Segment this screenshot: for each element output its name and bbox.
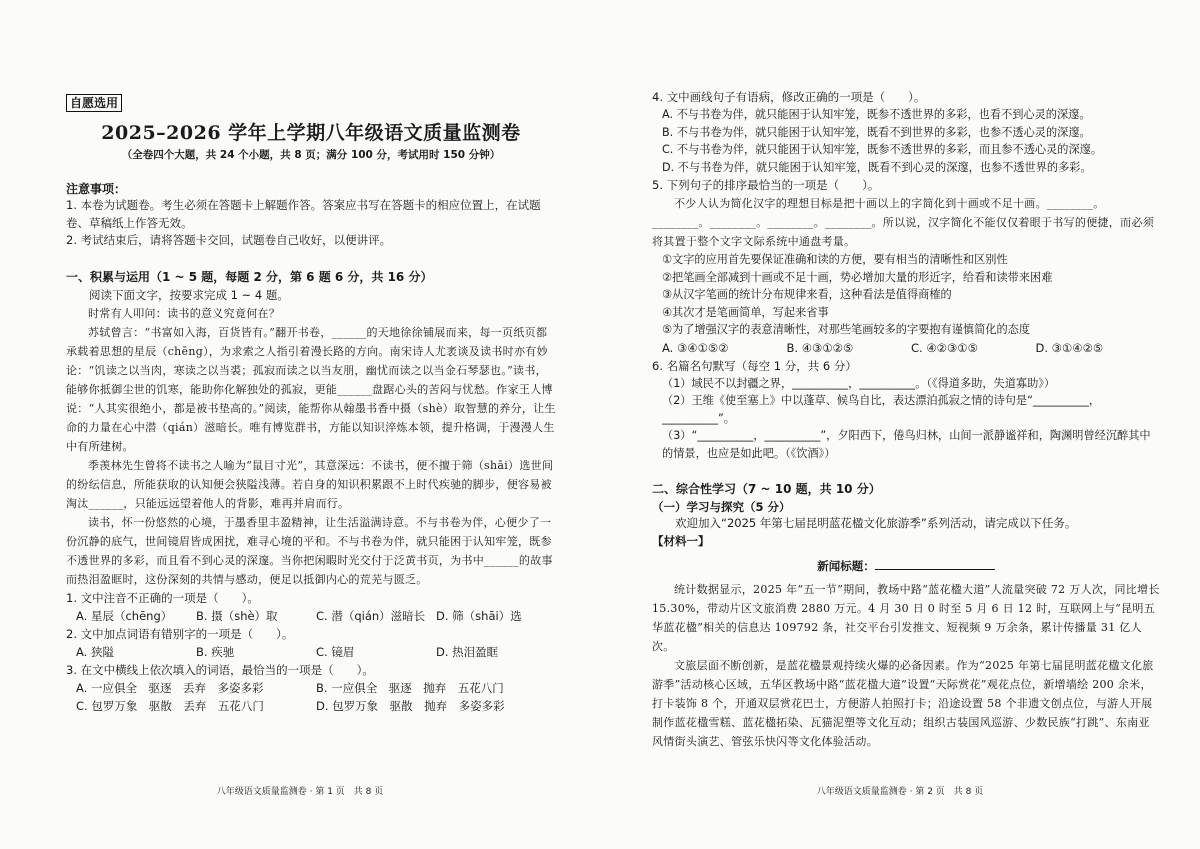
news-title-blank (875, 557, 995, 570)
exam-subtitle: （全卷四个大题，共 24 个小题，共 8 页；满分 100 分，考试用时 150 分钟） (121, 149, 501, 161)
question-5-text: 不少人认为简化汉字的理想目标是把十画以上的字简化到十画或不足十画。________。________。________。________。________。所以说，汉字简化不能仅仅着眼于书写的便捷，而必须将其置于整个文字文际系统中通盘考量。 (652, 197, 1154, 248)
option: C. 镜眉 (316, 645, 355, 659)
question-5: 5. 下列句子的排序最恰当的一项是（ ）。 (652, 178, 880, 192)
page-footer: 八年级语文质量监测卷 · 第 1 页 共 8 页 (216, 787, 384, 797)
sentence-item: ①文字的应用首先要保证准确和读的方便，要有相当的清晰性和区别性 (662, 253, 1008, 266)
question-2: 2. 文中加点词语有错别字的一项是（ ）。 (66, 627, 294, 641)
page-right (600, 0, 1200, 849)
recitation-item: （1）域民不以封疆之界，__________，__________。（《得道多助，失道寡助》） (662, 376, 1056, 390)
sentence-item: ③从汉字笔画的统计分布规律来看，这种看法是值得商榷的 (662, 288, 952, 301)
question-3-options-row (66, 697, 556, 715)
option: B. ④③①②⑤ (786, 340, 854, 355)
news-paragraph: 文旅层面不断创新，是蓝花楹景观持续火爆的必备因素。作为“2025 年第七届昆明蓝花楹文化旅游季”活动核心区域，五华区教场中路“蓝花楹大道”设置“天际赏花”观花点位，新增墙绘 200 余米，打卡装饰 8 个，开通双层赏花巴士，方便游人拍照打卡；沿途设置 58 个非遗文创点位，与游人开展制作蓝花楹雪糕、蓝花楹拓染、瓦猫泥塑等文化互动；组织古装国风巡游、少数民族“打跳”、东南亚风情街头演艺、管弦乐快闪等文化体验活动。 (652, 658, 1154, 748)
option: B. 摄（shè）取 (196, 609, 278, 623)
article-title: 时常有人叩问：读书的意义究竟何在？ (88, 307, 281, 320)
option: B. 一应俱全 驱逐 抛弃 五花八门 (316, 681, 504, 695)
question-5-options (652, 339, 1160, 357)
article-paragraph: 读书，怀一份悠然的心境，于墨香里丰盈精神，让生活溢满诗意。不与书卷为伴，心便少了一份沉静的底气，世间镜眉皆成困扰，难寻心境的平和。不与书卷为伴，就只能困于认知牢笼，既参不透世界的多彩，而且看不到心灵的深邃。当你把闲暇时光交付于泛黄书页，为书中______的故事而热泪盈眶时，这份深刻的共情与感动，便足以抵御内心的荒芜与匮乏。 (66, 516, 553, 586)
article-paragraph: 季羡林先生曾将不读书之人喻为“鼠目寸光”，其意深远：不读书，便不擅于筛（shāi）选世间的纷纭信息，所能获取的认知便会狭隘浅薄。若自身的知识积累跟不上时代疾驰的脚步，便容易被淘汰______，只能远远望着他人的背影，难再并肩而行。 (66, 459, 554, 510)
notes-heading: 注意事项： (66, 182, 127, 196)
question-3-options-row (66, 679, 556, 697)
question-1: 1. 文中注音不正确的一项是（ ）。 (66, 591, 259, 605)
option: C. 潜（qián）滋暗长 (316, 609, 426, 623)
option: C. ④②③①⑤ (911, 340, 978, 355)
article-paragraph: 苏轼曾言：“书富如入海，百货皆有。”翻开书卷，______的天地徐徐铺展而来，每一页纸页都承载着思想的星辰（chēng），为求索之人指引着漫长路的方向。南宋诗人尤袤谈及读书时亦有妙论：“饥读之以当肉，寒读之以当裘；孤寂而读之以当友朋，幽忧而读之以当金石琴瑟也。”读书，能够你抵御尘世的饥寒，能助你化解独处的孤寂，更能______盘踞心头的苦闷与忧愁。作家王人博说：“人其实很绝小，都是被书垫高的。”阅读，能帮你从翰墨书香中摄（shè）取智慧的养分，让生命的力量在心中潜（qián）滋暗长。唯有博览群书，方能以知识淬炼本领，提升格调，于漫漫人生中有所建树。 (66, 326, 556, 453)
sentence-item: ②把笔画全部减到十画或不足十画，势必增加大量的形近字，给看和读带来困难 (662, 270, 1053, 284)
question-1-options (66, 607, 556, 625)
news-title-label: 新闻标题： (817, 558, 875, 573)
news-paragraph: 统计数据显示，2025 年“五一节”期间，教场中路“蓝花楹大道”人流量突破 72 万人次，同比增长 15.30%，带动片区文旅消费 2880 万元。4 月 30 日 0 时至 5 月 6 日 12 时，互联网上与“昆明五华蓝花楹”相关的信息达 109792 条，社交平台引发推文、短视频 9 万余条，累计传播量 31 亿人次。 (652, 582, 1160, 653)
page-footer: 八年级语文质量监测卷 · 第 2 页 共 8 页 (816, 787, 984, 797)
invite-text: 欢迎加入“2025 年第七届昆明蓝花楹文化旅游季”系列活动，请完成以下任务。 (675, 516, 1077, 530)
recitation-item: （2）王维《使至塞上》中以蓬草、候鸟自比，表达漂泊孤寂之情的诗句是“__________，__________”。 (662, 394, 1101, 425)
question-2-options (66, 643, 556, 661)
option: D. 热泪盈眶 (436, 645, 499, 659)
option: D. 筛（shāi）选 (436, 609, 522, 623)
reading-intro: 阅读下面文字，按要求完成 1 ~ 4 题。 (89, 287, 289, 302)
note-item: 2. 考试结束后，请将答题卡交回，试题卷自己收好，以便讲评。 (66, 233, 392, 247)
option: D. 包罗万象 驱散 抛弃 多姿多彩 (316, 699, 505, 713)
section-heading: 二、综合性学习（7 ~ 10 题，共 10 分） (652, 482, 881, 496)
sentence-item: ⑤为了增强汉字的表意清晰性，对那些笔画较多的字要抱有谨慎简化的态度 (662, 323, 1031, 336)
recitation-item: （3）“__________，__________”，夕阳西下，倦鸟归林，山间一派静谧祥和，陶渊明曾经沉醉其中的情景，也应是如此吧。（《饮酒》） (662, 429, 1151, 460)
news-title-line (652, 557, 1160, 574)
option: A. 不与书卷为伴，就只能困于认知牢笼，既参不透世界的多彩，也看不到心灵的深邃。 (662, 108, 1091, 121)
subsection-heading: （一）学习与探究（5 分） (652, 500, 791, 514)
exam-title: 2025–2026 学年上学期八年级语文质量监测卷 (101, 122, 521, 144)
option: C. 包罗万象 驱散 丢弃 五花八门 (76, 699, 264, 713)
option: B. 不与书卷为伴，就只能困于认知牢笼，既看不到世界的多彩，也参不透心灵的深邃。 (662, 125, 1091, 139)
question-6: 6. 名篇名句默写（每空 1 分，共 6 分） (652, 358, 857, 373)
option: A. 狭隘 (76, 645, 114, 659)
option: A. 星辰（chēng） (76, 609, 173, 623)
question-4: 4. 文中画线句子有语病，修改正确的一项是（ ）。 (652, 90, 926, 104)
option: B. 疾驰 (196, 645, 235, 659)
option: A. 一应俱全 驱逐 丢弃 多姿多彩 (76, 681, 264, 695)
optional-tag: 自愿选用 (66, 94, 122, 112)
material-label: 【材料一】 (652, 533, 710, 548)
option: A. ③④①⑤② (662, 340, 729, 355)
option: C. 不与书卷为伴，就只能困于认知牢笼，既参不透世界的多彩，而且参不透心灵的深邃。 (662, 143, 1103, 156)
option: D. ③①④②⑤ (1035, 340, 1104, 355)
option: D. 不与书卷为伴，就只能困于认知牢笼，既看不到心灵的深邃，也参不透世界的多彩。 (662, 160, 1092, 174)
note-item: 1. 本卷为试题卷。考生必须在答题卡上解题作答。答案应书写在答题卡的相应位置上，在试题卷、草稿纸上作答无效。 (66, 198, 541, 230)
sentence-item: ④其次才是笔画简单，写起来省事 (662, 305, 829, 319)
question-3: 3. 在文中横线上依次填入的词语，最恰当的一项是（ ）。 (66, 663, 374, 677)
section-heading: 一、积累与运用（1 ~ 5 题，每题 2 分，第 6 题 6 分，共 16 分） (66, 269, 433, 284)
